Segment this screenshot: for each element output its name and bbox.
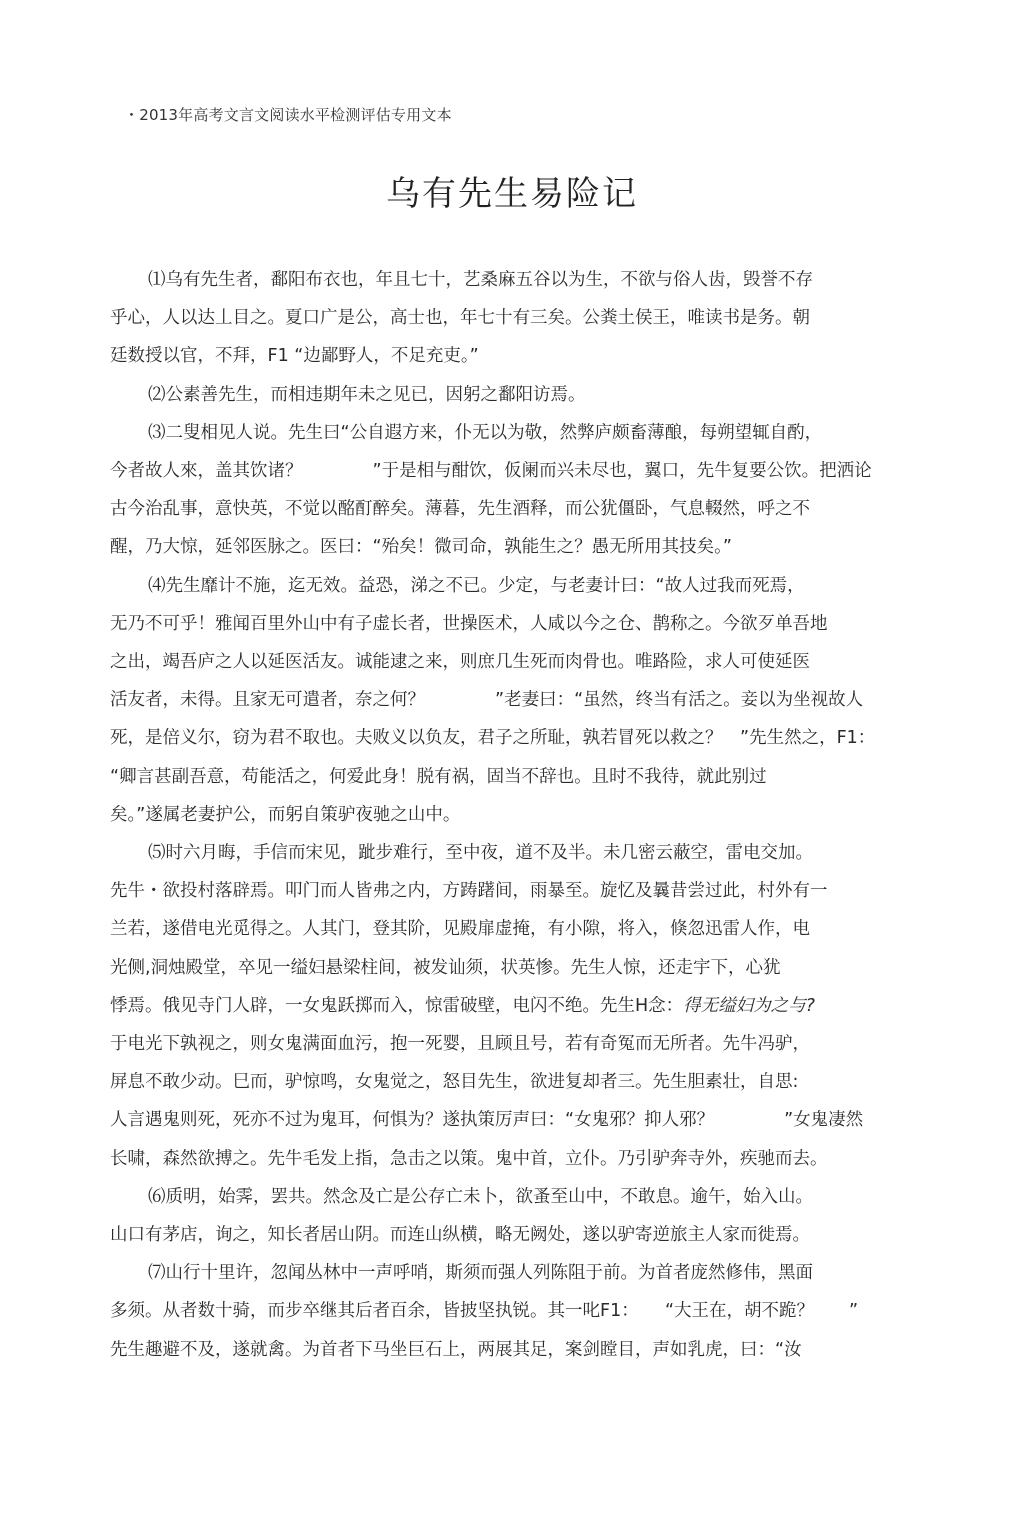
line-text: ⑺山行十里许，忽闻丛林中一声呼哨，斯须而强人列陈阻于前。为首者庞然修伟，黑面 — [148, 1263, 813, 1284]
line-text: 先牛・欲投村落辟焉。叩门而人皆弗之内，方踌躇间，雨暴至。旋忆及曩昔尝过此，村外有一 — [110, 881, 828, 902]
text-line — [110, 459, 872, 483]
text-line — [110, 1147, 828, 1171]
text-line — [110, 1223, 810, 1247]
text-line — [110, 306, 810, 330]
text-line — [110, 1070, 798, 1094]
text-line — [148, 1261, 813, 1285]
line-text: 古今治乱事，意快英，不觉以酩酊醉矣。薄暮，先生酒释，而公犹僵卧，气息輟然，呼之不 — [110, 499, 810, 520]
text-line — [110, 803, 460, 827]
line-text: 无乃不可乎！雅闻百里外山中有子虚长者，世操医术，人咸以今之仓、鹊称之。今欲歹单吾地 — [110, 613, 828, 634]
text-line — [110, 726, 875, 750]
line-text: ⑹质明，始霁，罢共。然念及亡是公存亡未卜，欲蚤至山中，不敢息。逾午，始入山。 — [148, 1186, 813, 1207]
text-line — [110, 917, 810, 941]
line-text: 于电光下孰视之，则女鬼满面血污，抱一死婴，且顾且号，若有奇冤而无所者。先牛冯驴， — [110, 1034, 810, 1054]
line-text: 醒，乃大惊，延邻医脉之。医曰：“殆矣！微司命，孰能生之？愚无所用其技矣。” — [110, 537, 732, 558]
line-text: 光侧,洞烛殿堂，卒见一缢妇悬梁柱间，被发讪须，状英惨。先生人惊，还走宇下，心犹 — [110, 957, 781, 978]
text-line — [110, 879, 828, 903]
document-title: 乌有先生易险记 — [386, 174, 638, 214]
text-line — [148, 574, 805, 598]
line-text: 矣。”遂属老妻护公，而躬自策驴夜驰之山中。 — [110, 804, 461, 825]
line-text: 乎心，人以达丄目之。夏口广是公，高士也，年七十有三矣。公粪土侯王，唯读书是务。朝 — [110, 308, 810, 329]
line-text: 今者故人來，盖其饮诸？ ”于是相与酣饮，仮阑而兴未尽也，翼口，先牛复要公饮。把洒论 — [110, 461, 872, 481]
line-text: 多须。从者数十骑，而步卒继其后者百余，皆披坚执锐。其一叱F1： “大王在，胡不跪？ ” — [110, 1301, 859, 1322]
text-line — [110, 650, 810, 674]
line-text: 悸焉。俄见寺门人辟，一女鬼跃掷而入，惊雷破壁，电闪不绝。先生H念： — [110, 995, 684, 1016]
text-line — [148, 383, 586, 407]
text-line — [110, 344, 479, 368]
line-text: 之出，竭吾庐之人以延医活友。诚能逮之来，则庶几生死而肉骨也。唯路险，求人可使延医 — [110, 652, 810, 672]
line-text: ⑷先生靡计不施，迄无效。益恐，涕之不已。少定，与老妻计曰：“故人过我而死焉， — [148, 575, 805, 596]
line-text: 先生趣避不及，遂就禽。为首者下马坐巨石上，两展其足，案剑瞠目，声如乳虎，曰：“汝 — [110, 1339, 802, 1360]
line-text: ⑶二叟相见人说。先生曰“公自遐方来，仆无以为敬，然弊庐颇畜薄酿，每朔望辄自酌， — [148, 422, 823, 443]
text-line — [110, 1108, 863, 1132]
text-line — [148, 268, 813, 292]
text-line — [110, 535, 732, 559]
line-text: ⑴乌有先生者，鄱阳布衣也，年且七十，艺桑麻五谷以为生，不欲与俗人齿，毁誉不存 — [148, 270, 813, 290]
line-italic-text: 得无缢妇为之与? — [683, 995, 815, 1016]
line-text: ⑵公素善先生，而相违期年未之见已，因躬之鄱阳访焉。 — [148, 384, 586, 405]
line-text: 屏息不敢少动。巳而，驴惊鸣，女鬼觉之，怒目先生，欲进复却者三。先生胆素壮，自思: — [110, 1072, 799, 1093]
text-line — [148, 421, 822, 445]
text-line — [148, 841, 813, 865]
line-text: 人言遇鬼则死，死亦不过为鬼耳，何惧为？遂执策厉声曰：“女鬼邪？抑人邪？ ”女鬼凄然 — [110, 1110, 864, 1131]
line-text: 廷数授以官，不拜，F1 “边鄙野人，不足充吏。” — [110, 346, 479, 367]
text-line — [110, 956, 781, 980]
line-text: ⑸时六月晦，手信而宋见，跐步难行，至中夜，道不及半。未几密云蔽空，雷电交加。 — [148, 843, 813, 863]
line-text: 兰若，遂借电光觅得之。人其门，登其阶，见殿扉虚掩，有小隙，将入，倏忽迅雷人作，电 — [110, 919, 810, 940]
text-line — [110, 1338, 802, 1362]
text-line — [110, 497, 810, 521]
text-line — [110, 1299, 858, 1323]
text-line — [148, 1185, 813, 1209]
line-text: 死，是倍义尔，窃为君不取也。夫败义以负友，君子之所耻，孰若冒死以救之？ ”先生然之，F1： — [110, 728, 876, 749]
text-line — [110, 1032, 810, 1056]
text-line — [110, 765, 767, 789]
header-note: ・2013年高考文言文阅读水平检测评估专用文本 — [124, 106, 452, 124]
line-text: “卿言甚副吾意，苟能活之，何爱此身！脱有祸，固当不辞也。且时不我待，就此别过 — [110, 766, 767, 787]
line-text: 山口有茅店，询之，知长者居山阴。而连山纵横，略无阙处，遂以驴寄逆旅主人家而徙焉。 — [110, 1225, 810, 1245]
text-line — [110, 994, 815, 1018]
text-line — [110, 688, 863, 712]
line-text: 长啸，森然欲搏之。先牛毛发上指，急击之以策。鬼中首，立仆。乃引驴奔寺外，疾驰而去。 — [110, 1148, 828, 1169]
line-text: 活友者，未得。且家无可遣者，奈之何？ ”老妻曰：“虽然，终当有活之。妾以为坐视故人 — [110, 690, 864, 711]
text-line — [110, 612, 828, 636]
